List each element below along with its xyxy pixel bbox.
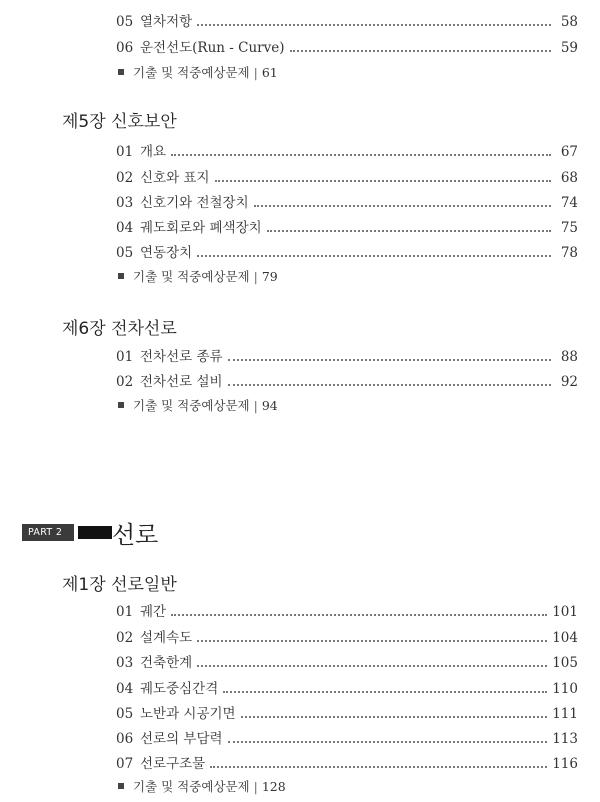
leader-dots <box>228 350 551 361</box>
entry-title: 궤도중심간격 <box>140 681 219 697</box>
toc-entry <box>116 626 578 648</box>
exam-entry <box>118 396 278 414</box>
leader-dots <box>223 682 547 693</box>
leader-dots <box>197 656 547 667</box>
entry-title: 궤도회로와 폐색장치 <box>140 220 262 236</box>
entry-number: 05 <box>116 706 134 722</box>
entry-number: 04 <box>116 220 134 236</box>
entry-page: 101 <box>552 604 578 620</box>
entry-title: 선로구조물 <box>140 756 206 772</box>
entry-page: 111 <box>552 706 578 722</box>
leader-dots <box>241 707 548 718</box>
separator: | <box>253 64 258 80</box>
toc-entry <box>116 651 578 673</box>
entry-title: 연동장치 <box>140 245 193 261</box>
entry-page: 110 <box>552 681 578 697</box>
entry-number: 01 <box>116 349 134 365</box>
toc-entry <box>116 727 578 749</box>
toc-entry <box>116 370 578 392</box>
entry-number: 02 <box>116 630 134 646</box>
entry-number: 02 <box>116 374 134 390</box>
leader-dots <box>197 631 547 642</box>
exam-label: 기출 및 적중예상문제 <box>133 269 250 284</box>
entry-page: 75 <box>560 220 578 236</box>
entry-number: 04 <box>116 681 134 697</box>
chapter-title: 제1장 선로일반 <box>62 575 177 595</box>
exam-entry <box>118 63 278 81</box>
square-bullet-icon <box>118 69 124 75</box>
toc-entry <box>116 191 578 213</box>
entry-number: 06 <box>116 731 134 747</box>
toc-entry <box>116 677 578 699</box>
toc-entry <box>116 702 578 724</box>
toc-entry <box>116 36 578 58</box>
entry-title: 선로의 부담력 <box>140 731 223 747</box>
entry-page: 92 <box>560 374 578 390</box>
entry-number: 03 <box>116 195 134 211</box>
toc-entry <box>116 345 578 367</box>
entry-page: 78 <box>560 245 578 261</box>
leader-dots <box>171 145 551 156</box>
entry-title: 개요 <box>140 144 167 160</box>
separator: | <box>253 397 258 413</box>
leader-dots <box>228 732 548 743</box>
leader-dots <box>171 605 547 616</box>
leader-dots <box>215 171 552 182</box>
part-bar <box>78 526 112 539</box>
entry-page: 105 <box>552 655 578 671</box>
entry-page: 104 <box>552 630 578 646</box>
entry-page: 113 <box>552 731 578 747</box>
exam-entry <box>118 777 286 795</box>
entry-page: 59 <box>560 40 578 56</box>
entry-number: 07 <box>116 756 134 772</box>
leader-dots <box>254 196 551 207</box>
chapter-title: 제6장 전차선로 <box>62 319 177 339</box>
leader-dots <box>197 15 551 26</box>
entry-page: 67 <box>560 144 578 160</box>
exam-page: 61 <box>261 64 278 80</box>
toc-entry <box>116 216 578 238</box>
entry-page: 116 <box>552 756 578 772</box>
exam-page: 128 <box>261 778 286 794</box>
leader-dots <box>197 246 551 257</box>
entry-number: 05 <box>116 14 134 30</box>
entry-title: 신호와 표지 <box>140 170 210 186</box>
chapter-title: 제5장 신호보안 <box>62 112 177 132</box>
entry-number: 01 <box>116 604 134 620</box>
entry-title: 전차선로 설비 <box>140 374 223 390</box>
toc-entry <box>116 752 578 774</box>
toc-entry <box>116 140 578 162</box>
toc-entry <box>116 241 578 263</box>
part-badge <box>22 524 112 541</box>
exam-label: 기출 및 적중예상문제 <box>133 398 250 413</box>
entry-title: 열차저항 <box>140 14 193 30</box>
toc-entry <box>116 600 578 622</box>
exam-label: 기출 및 적중예상문제 <box>133 65 250 80</box>
leader-dots <box>267 221 551 232</box>
leader-dots <box>210 757 547 768</box>
separator: | <box>253 268 258 284</box>
exam-page: 79 <box>261 268 278 284</box>
part-label: PART 2 <box>22 524 74 541</box>
entry-number: 03 <box>116 655 134 671</box>
entry-title: 궤간 <box>140 604 167 620</box>
entry-title: 신호기와 전철장치 <box>140 195 249 211</box>
part-title: 선로 <box>112 521 159 549</box>
toc-entry <box>116 166 578 188</box>
exam-entry <box>118 267 278 285</box>
entry-number: 06 <box>116 40 134 56</box>
entry-title: 노반과 시공기면 <box>140 706 236 722</box>
entry-number: 05 <box>116 245 134 261</box>
exam-label: 기출 및 적중예상문제 <box>133 779 250 794</box>
entry-number: 02 <box>116 170 134 186</box>
entry-title: 설계속도 <box>140 630 193 646</box>
entry-title: 전차선로 종류 <box>140 349 223 365</box>
entry-number: 01 <box>116 144 134 160</box>
entry-page: 88 <box>560 349 578 365</box>
square-bullet-icon <box>118 402 124 408</box>
exam-page: 94 <box>261 397 278 413</box>
entry-page: 74 <box>560 195 578 211</box>
square-bullet-icon <box>118 273 124 279</box>
square-bullet-icon <box>118 783 124 789</box>
entry-page: 58 <box>560 14 578 30</box>
toc-entry <box>116 10 578 32</box>
entry-page: 68 <box>560 170 578 186</box>
entry-title: 건축한계 <box>140 655 193 671</box>
leader-dots <box>290 41 552 52</box>
entry-title: 운전선도(Run - Curve) <box>140 40 285 56</box>
separator: | <box>253 778 258 794</box>
leader-dots <box>228 375 551 386</box>
